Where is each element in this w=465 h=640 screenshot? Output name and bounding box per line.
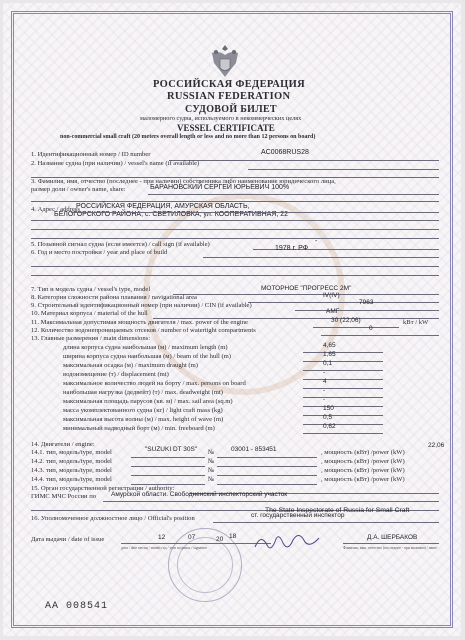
field-11-unit: kBт / kW	[403, 319, 429, 326]
engine-number-label: №	[208, 476, 215, 483]
field-11-label: 11. Максимальная допустимая мощность двигателя / max. power of the engine	[31, 319, 248, 326]
field-16-value-line1: The State Inspectorate of Russia for Small Craft	[265, 507, 410, 514]
dimension-value: -	[323, 396, 326, 403]
issue-date-label: Дата выдачи / date of issue	[31, 536, 105, 543]
doc-title-ru: СУДОВОЙ БИЛЕТ	[185, 104, 277, 115]
field-6-value: 1978 г. РФ	[275, 245, 309, 252]
field-3-label-line2: размер доли / owner's name, share:	[31, 186, 126, 193]
field-1-value: AC0068RUS28	[261, 149, 309, 156]
engine-power-label: , мощность (кВт) /power (kW)	[321, 476, 405, 483]
engine-power-label: , мощность (кВт) /power (kW)	[321, 458, 405, 465]
dimension-value: 0,5	[323, 414, 333, 421]
official-name-caption: Фамилия, имя, отчество (последнее - при наличии) / name	[343, 546, 437, 550]
field-1-label: 1. Идентификационный номер / ID number	[31, 151, 151, 158]
issue-year-prefix: 20	[216, 536, 224, 543]
field-12-label: 12. Количество водонепроницаемых отсеков / number of watertight compartments	[31, 327, 256, 334]
dimension-value: 4,65	[323, 342, 336, 349]
field-11-value: 30 (22,06)	[331, 317, 361, 324]
dimension-label: максимальное количество людей на борту / max. persons on board	[63, 380, 246, 387]
official-stamp	[168, 528, 242, 602]
issue-year: 18	[229, 533, 237, 540]
issue-month: 07	[188, 534, 196, 541]
dimension-label: максимальная площадь парусов (кв. м) / max. sail area (sq.m)	[63, 398, 233, 405]
dimension-label: минимальный надводный борт (м) / min. freeboard (m)	[63, 425, 215, 432]
engine-number-label: №	[208, 467, 215, 474]
field-15-label: 15. Орган государственной регистрации / authority:	[31, 485, 175, 492]
engine-model: "SUZUKI DT 30S"	[145, 446, 198, 453]
engine-power-label: , мощность (кВт) /power (kW)	[321, 467, 405, 474]
title-en: RUSSIAN FEDERATION	[167, 91, 291, 102]
field-5-label: 5. Позывной сигнал судна (если имеется) / call sign (if available)	[31, 241, 210, 248]
field-8-label: 8. Категория сложности района плавания / navigational area	[31, 294, 197, 301]
title-ru: РОССИЙСКАЯ ФЕДЕРАЦИЯ	[153, 79, 305, 90]
field-4-value-line2: БЕЛОГОРСКОГО РАЙОНА, с. СВЕТИЛОВКА, ул. КООПЕРАТИВНАЯ, 22	[54, 211, 289, 218]
field-10-value: АМГ	[326, 308, 340, 315]
doc-subtitle-en: non-commercial small craft (20 meters overall length or less and no more than 12 persons on board)	[60, 134, 316, 140]
engine-number-label: №	[208, 449, 215, 456]
field-4-label: 4. Адрес / address	[31, 206, 80, 213]
field-13-label: 13. Главные размерения / main dimensions:	[31, 335, 151, 342]
dimension-label: максимальная высота волны (м) / max. height of wave (m)	[63, 416, 224, 423]
field-3-label-line1: 3. Фамилия, имя, отчество (последнее - при наличии) собственника либо наименование юридического лица,	[31, 178, 336, 185]
serial-number: АА 008541	[45, 601, 109, 612]
field-6-label: 6. Год и место постройки / year and place of build	[31, 249, 168, 256]
field-10-label: 10. Материал корпуса / material of the hull	[31, 310, 148, 317]
field-2-label: 2. Название судна (при наличии) / vessel's name (if available)	[31, 160, 200, 167]
doc-subtitle-ru: маломерного судна, используемого в некоммерческих целях	[140, 115, 302, 122]
dimension-value: 0,62	[323, 423, 336, 430]
signature	[253, 531, 323, 553]
dimension-label: длина корпуса судна наибольшая (м) / maximum length (m)	[63, 344, 228, 351]
dimension-value: -	[323, 387, 326, 394]
engine-row-label: 14.1. тип, модель/type, model	[31, 449, 112, 456]
dimension-label: масса укомплектованного судна (кг) / light craft mass (kg)	[63, 407, 223, 414]
engine-number: 03001 - 853451	[231, 446, 277, 453]
field-8-value: IV(IV)	[323, 292, 340, 299]
field-12-value: 0	[369, 325, 373, 332]
field-16-value-line2: ст. государственный инспектор	[251, 512, 345, 519]
engine-row-label: 14.3. тип, модель/type, model	[31, 467, 112, 474]
engine-row-label: 14.4. тип, модель/type, model	[31, 476, 112, 483]
field-3-value: БАРАНОВСКИЙ СЕРГЕЙ ЮРЬЕВИЧ 100%	[150, 184, 290, 191]
dimension-value: -	[323, 369, 326, 376]
dimension-label: ширина корпуса судна наибольшая (м) / beam of the hull (m)	[63, 353, 232, 360]
dimension-label: наибольшая нагрузка (дедвейт) (т) / max. deadweight (mt)	[63, 389, 223, 396]
dimension-value: 4	[323, 378, 327, 385]
dimension-value: 1,65	[323, 351, 336, 358]
engine-row-label: 14.2. тип, модель/type, model	[31, 458, 112, 465]
field-5-value: -	[315, 238, 318, 245]
doc-title-en: VESSEL CERTIFICATE	[177, 123, 275, 133]
engine-number-label: №	[208, 458, 215, 465]
engine-power-label: , мощность (кВт) /power (kW)	[321, 449, 405, 456]
issue-day: 12	[158, 534, 166, 541]
engine-power: 22,06	[428, 442, 445, 449]
field-9-value: 7963	[359, 299, 374, 306]
field-7-value: МОТОРНОЕ "ПРОГРЕСС 2М"	[261, 285, 352, 292]
field-14-label: 14. Двигатели / engine:	[31, 441, 95, 448]
field-7-label: 7. Тип и модель судна / vessel's type, model	[31, 286, 151, 293]
field-9-label: 9. Строительный идентификационный номер (при наличии) / CIN (if available)	[31, 302, 252, 309]
dimension-value: 150	[323, 405, 334, 412]
dimension-label: максимальная осадка (м) / maximum draught (m)	[63, 362, 198, 369]
official-name: Д.А. ШЕРБАКОВ	[367, 534, 418, 541]
field-15-value: Амурской области. Свободненский инспекторский участок	[111, 491, 288, 498]
field-16-label: 16. Уполномоченное должностное лицо / Official's position	[31, 515, 195, 522]
field-15-label-2: ГИМС МЧС России по	[31, 493, 97, 500]
issue-date-caption: дата / date месяц / month год / year подпись / signature	[121, 546, 208, 550]
dimension-value: 0,1	[323, 360, 333, 367]
dimension-label: водоизмещение (т) / displacement (mt)	[63, 371, 169, 378]
field-4-value-line1: РОССИЙСКАЯ ФЕДЕРАЦИЯ, АМУРСКАЯ ОБЛАСТЬ,	[76, 203, 250, 210]
vessel-certificate	[3, 3, 461, 636]
double-headed-eagle-emblem	[208, 43, 242, 81]
